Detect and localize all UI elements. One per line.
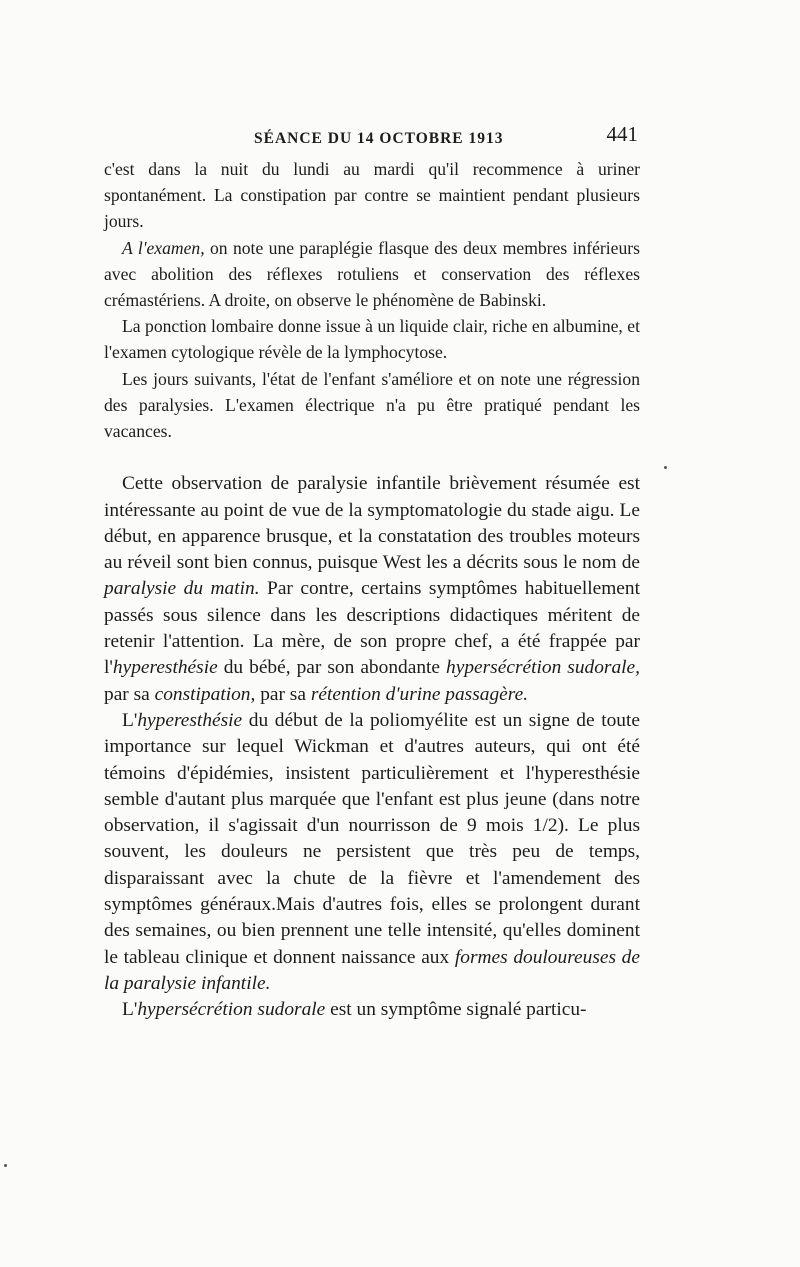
running-head: SÉANCE DU 14 OCTOBRE 1913 <box>254 130 504 147</box>
paragraph: L'hypersécrétion sudorale est un symptôme signalé particu- <box>122 999 587 1021</box>
paragraph: A l'examen, on note une paraplégie flasque des deux membres inférieurs avec abolition des réflexes rotuliens et conservation des réflexes crémastériens. A droite, on observe le phénomène de Babinski. <box>104 237 640 311</box>
paragraph: L'hyperesthésie du début de la poliomyélite est un signe de toute importance sur lequel Wickman et d'autres auteurs, qui ont été témoins d'épidémies, insistent particulièrement et l'hyperesthésie semble d'autant plus marquée que l'enfant est plus jeune (dans notre observation, il s'agissait d'un nourrisson de 9 mois 1/2). Le plus souvent, les douleurs ne persistent que très peu de temps, disparaissant avec la chute de la fièvre et l'amendement des symptômes généraux.Mais d'autres fois, elles se prolongent durant des semaines, ou bien prennent une telle intensité, qu'elles dominent le tableau clinique et donnent naissance aux formes douloureuses de la paralysie infantile. <box>104 709 640 994</box>
paragraph: La ponction lombaire donne issue à un liquide clair, riche en albumine, et l'examen cytologique révèle de la lymphocytose. <box>104 316 640 363</box>
page-number: 441 <box>606 122 638 146</box>
italic-phrase: paralysie du matin. <box>104 578 260 600</box>
italic-phrase: formes douloureuses de la paralysie infantile. <box>104 946 640 994</box>
italic-phrase: hyperesthésie <box>137 709 243 731</box>
paragraph: c'est dans la nuit du lundi au mardi qu'il recommence à uriner spontanément. La constipation par contre se maintient pendant plusieurs jours. <box>104 159 640 232</box>
book-page <box>104 122 640 1023</box>
italic-phrase: rétention d'urine passagère. <box>310 683 529 705</box>
discussion-section <box>104 471 640 1023</box>
scan-speck <box>664 466 667 469</box>
italic-phrase: hypersécrétion sudorale <box>137 999 326 1021</box>
italic-phrase: A l'examen, <box>122 237 205 258</box>
paragraph: Cette observation de paralysie infantile brièvement résumée est intéressante au point de vue de la symptomatologie du stade aigu. Le début, en apparence brusque, et la constatation des troubles moteurs au réveil sont bien connus, puisque West les a décrits sous le nom de paralysie du matin. Par contre, certains symptômes habituellement passés sous silence dans les descriptions didactiques méritent de retenir l'attention. La mère, de son propre chef, a été frappée par l'hyperesthésie du bébé, par son abondante hypersécrétion sudorale, par sa constipation, par sa rétention d'urine passagère. <box>104 473 640 705</box>
case-report-section <box>104 156 640 444</box>
italic-phrase: constipation, <box>154 683 256 705</box>
italic-phrase: hypersécrétion sudorale, <box>446 657 640 679</box>
page-header <box>104 122 640 156</box>
paragraph: Les jours suivants, l'état de l'enfant s'améliore et on note une régression des paralysies. L'examen électrique n'a pu être pratiqué pendant les vacances. <box>104 368 640 442</box>
italic-phrase: hyperesthésie <box>112 657 218 679</box>
scan-speck <box>4 1164 7 1167</box>
